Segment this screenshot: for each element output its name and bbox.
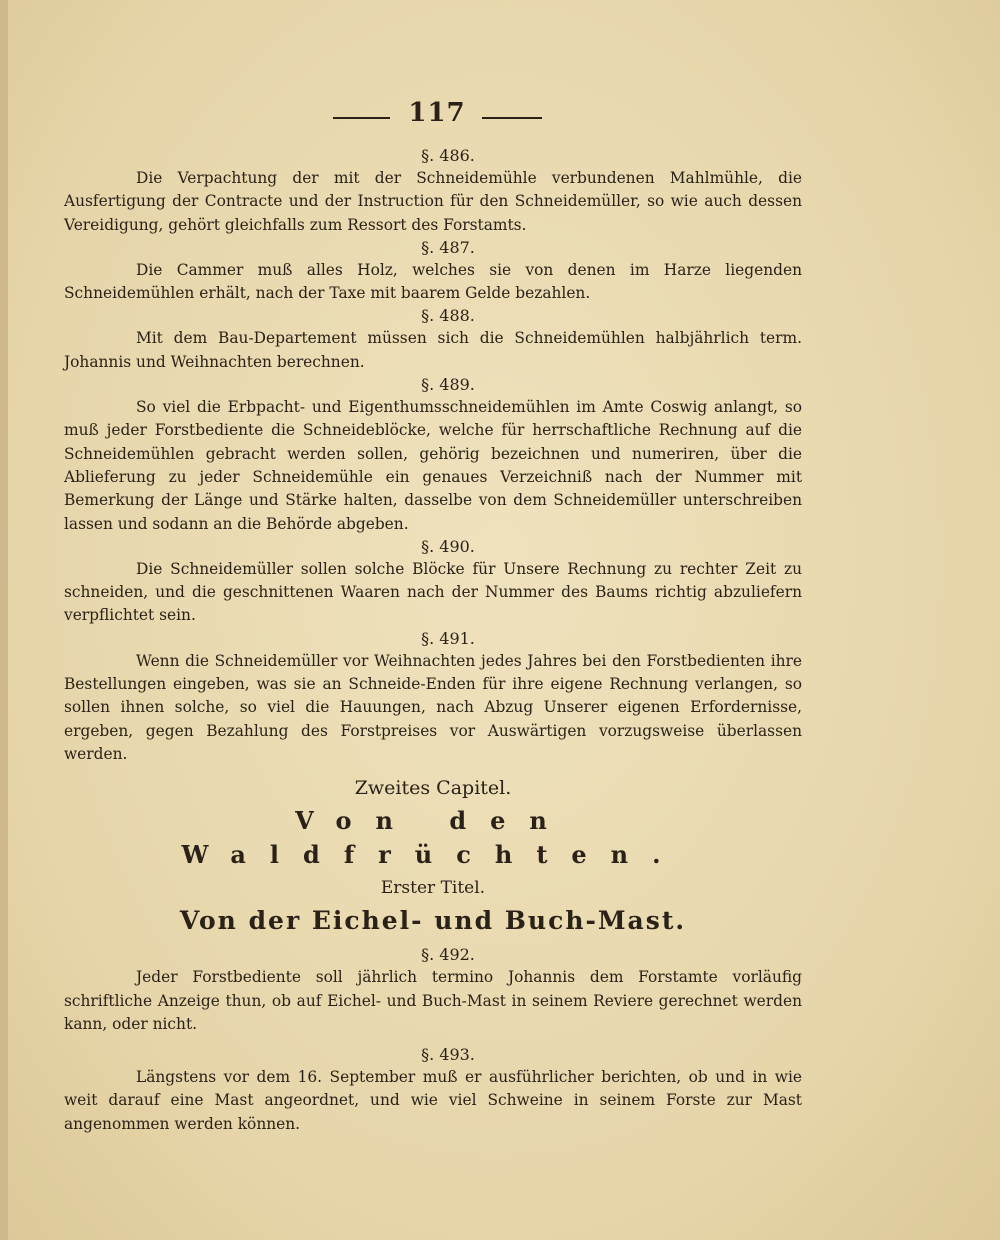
section-number: §. 490.	[421, 536, 475, 556]
page-body	[64, 145, 802, 1136]
section-number: §. 491.	[421, 628, 475, 648]
section-number: §. 488.	[421, 306, 475, 326]
page-edge	[0, 0, 8, 1240]
section-number: §. 486.	[421, 146, 475, 165]
header-rule-right	[482, 117, 542, 119]
section-paragraph: Wenn die Schneidemüller vor Weihnachten jedes Jahres bei den Forstbedienten ihre Bestellungen eingeben, was sie an Schneide-Enden für ihre eigene Rechnung verlangen, so sollen ihnen solche, so viel die Hauungen, nach Abzug Unserer eigenen Erfordernisse, ergeben, gegen Bezahlung des Forstpreises vor Auswärtigen vorzugsweise überlassen werden.	[64, 651, 802, 763]
section-paragraph: Die Verpachtung der mit der Schneidemühle verbundenen Mahlmühle, die Ausfertigung der Contracte und der Instruction für den Schneidemüller, so wie auch dessen Vereidigung, gehört gleichfalls zum Ressort des Forstamts.	[64, 169, 802, 234]
section-paragraph: Die Cammer muß alles Holz, welches sie von denen im Harze liegenden Schneidemühlen erhält, nach der Taxe mit baarem Gelde bezahlen.	[64, 260, 802, 303]
section-paragraph: Die Schneidemüller sollen solche Blöcke für Unsere Rechnung zu rechter Zeit zu schneiden, und die geschnittenen Waaren nach der Nummer des Baums richtig abzuliefern verpflichtet sein.	[64, 559, 802, 625]
section-number: §. 493.	[421, 1045, 475, 1065]
header-rule-left	[333, 117, 390, 119]
chapter-title: Von den Waldfrüchten.	[181, 806, 685, 870]
section-paragraph: Längstens vor dem 16. September muß er ausführlicher berichten, ob und in wie weit darauf eine Mast angeordnet, und wie viel Schweine in seinem Forste zur Mast angenommen werden können.	[64, 1068, 802, 1133]
section-number: §. 487.	[421, 237, 475, 257]
section-paragraph: Mit dem Bau-Departement müssen sich die Schneidemühlen halbjährlich term. Johannis und Weihnachten berechnen.	[64, 329, 802, 371]
page-header	[0, 98, 1000, 128]
section-number: §. 489.	[421, 375, 475, 395]
title-heading: Von der Eichel- und Buch-Mast.	[179, 906, 687, 936]
title-label: Erster Titel.	[380, 878, 486, 899]
section-paragraph: So viel die Erbpacht- und Eigenthumsschneidemühlen im Amte Coswig anlangt, so muß jeder Forstbediente die Schneideblöcke, welche für herrschaftliche Rechnung auf die Schneidemühlen gebracht werden sollen, gehörig bezeichnen und numeriren, über die Ablieferung zu jeder Schneidemühle ein genaues Verzeichniß nach der Nummer mit Bemerkung der Länge und Stärke halten, dasselbe von dem Schneidemüller unterschreiben lassen und sodann an die Behörde abgeben.	[64, 398, 802, 533]
section-paragraph: Jeder Forstbediente soll jährlich termino Johannis dem Forstamte vorläufig schriftliche Anzeige thun, ob auf Eichel- und Buch-Mast in seinem Reviere gerechnet werden kann, oder nicht.	[64, 968, 802, 1033]
chapter-label: Zweites Capitel.	[354, 777, 512, 800]
section-number: §. 492.	[421, 945, 475, 965]
page-number: 117	[408, 98, 466, 128]
